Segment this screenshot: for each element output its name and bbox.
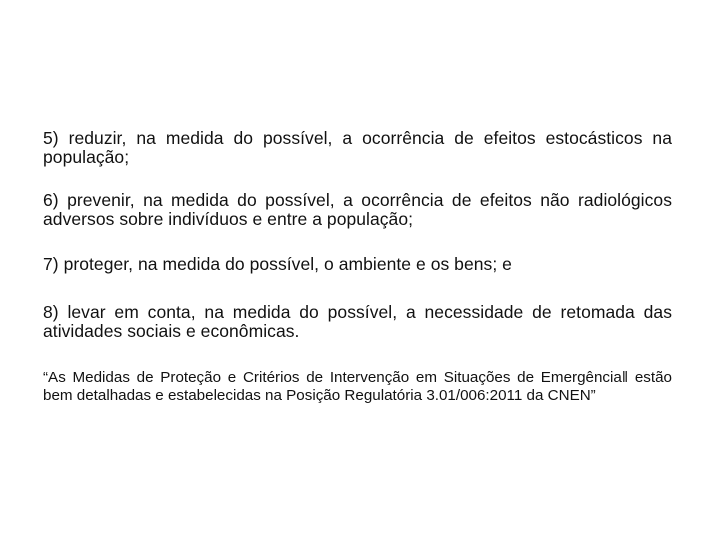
item-8-paragraph: 8) levar em conta, na medida do possível, a necessidade de retomada das atividades sociais e econômicas.: [43, 302, 672, 341]
item-7-paragraph: 7) proteger, na medida do possível, o ambiente e os bens; e: [43, 254, 512, 274]
slide-body: [43, 129, 672, 404]
item-6-paragraph: 6) prevenir, na medida do possível, a ocorrência de efeitos não radiológicos adversos sobre indivíduos e entre a população;: [43, 190, 672, 229]
item-5-paragraph: 5) reduzir, na medida do possível, a ocorrência de efeitos estocásticos na população;: [43, 128, 672, 167]
regulatory-quote: “As Medidas de Proteção e Critérios de Intervenção em Situações de Emergência‖ estão bem detalhadas e estabelecidas na Posição Regulatória 3.01/006:2011 da CNEN”: [43, 369, 672, 404]
